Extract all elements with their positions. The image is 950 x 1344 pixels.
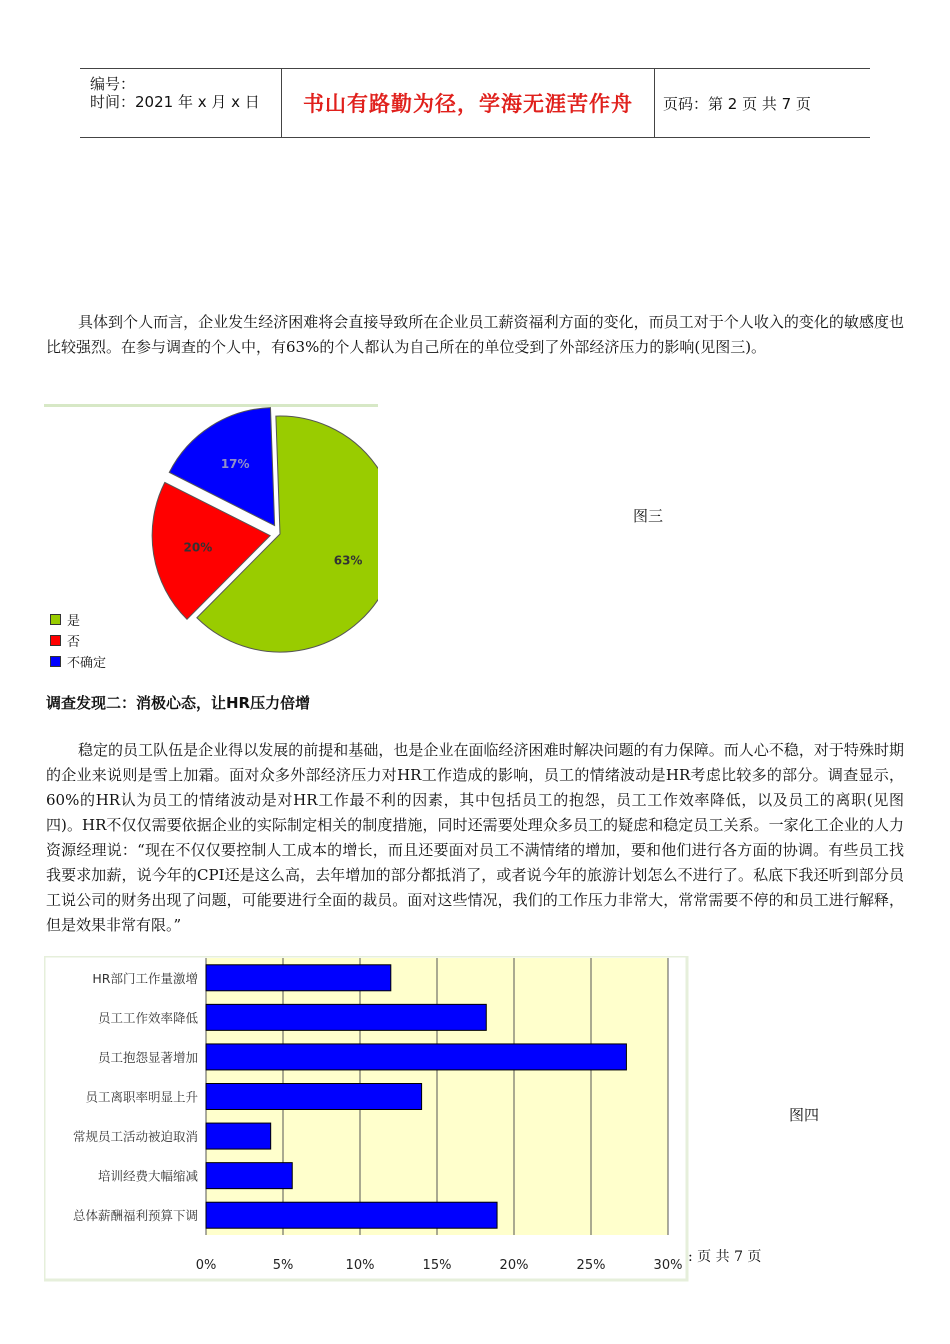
figure-3-label: 图三	[633, 507, 664, 525]
bar-4	[206, 1123, 271, 1149]
bar-chart	[44, 956, 690, 1282]
paragraph-1: 具体到个人而言，企业发生经济困难将会直接导致所在企业员工薪资福利方面的变化，而员工对于个人收入的变化的敏感度也比较强烈。在参与调查的个人中，有63%的个人都认为自己所在的单位受到了外部经济压力的影响(见图三)。	[46, 313, 904, 356]
bar-1	[206, 1004, 486, 1030]
pie-legend-item	[50, 651, 106, 672]
bar-3	[206, 1084, 422, 1110]
pie-legend	[50, 609, 106, 672]
bar-x-tick-label: 25%	[576, 1258, 606, 1273]
header-page-info: 页码：第 2 页 共 7 页	[663, 94, 811, 113]
bar-0	[206, 965, 391, 991]
pie-legend-item	[50, 609, 106, 630]
bar-x-tick-label: 15%	[422, 1258, 452, 1273]
header-motto: 书山有路勤为径，学海无涯苦作舟	[281, 69, 655, 137]
bar-category-label: 培训经费大幅缩减	[97, 1168, 198, 1184]
pie-value-label-1: 20%	[183, 540, 213, 555]
page-header	[80, 68, 870, 138]
bar-5	[206, 1163, 292, 1189]
bar-category-label: 员工抱怨显著增加	[97, 1049, 198, 1065]
header-meta	[80, 69, 280, 137]
bar-category-label: 员工离职率明显上升	[85, 1089, 198, 1105]
legend-swatch	[50, 635, 61, 646]
pie-value-label-2: 17%	[220, 456, 250, 471]
paragraph-2: 稳定的员工队伍是企业得以发展的前提和基础，也是企业在面临经济困难时解决问题的有力保障。而人心不稳，对于特殊时期的企业来说则是雪上加霜。面对众多外部经济压力对HR工作造成的影响，员工的情绪波动是HR考虑比较多的部分。调查显示，60%的HR认为员工的情绪波动是对HR工作最不利的因素，其中包括员工的抱怨，员工工作效率降低，以及员工的离职(见图四)。HR不仅仅需要依据企业的实际制定相关的制度措施，同时还需要处理众多员工的疑虑和稳定员工关系。一家化工企业的人力资源经理说：“现在不仅仅要控制人工成本的增长，而且还要面对员工不满情绪的增加，要和他们进行各方面的协调。有些员工找我要求加薪，说今年的CPI还是这么高，去年增加的部分都抵消了，或者说今年的旅游计划怎么不进行了。私底下我还听到部分员工说公司的财务出现了问题，可能要进行全面的裁员。面对这些情况，我们的工作压力非常大，常常需要不停的和员工进行解释，但是效果非常有限。”	[46, 741, 904, 934]
bar-category-label: 总体薪酬福利预算下调	[72, 1208, 198, 1224]
bar-x-tick-label: 0%	[195, 1258, 217, 1273]
legend-label: 是	[67, 614, 81, 629]
bar-x-tick-label: 10%	[345, 1258, 375, 1273]
legend-swatch	[50, 614, 61, 625]
pie-chart	[44, 404, 378, 672]
pie-value-label-0: 63%	[333, 553, 363, 568]
bar-category-label: 员工工作效率降低	[97, 1010, 198, 1026]
figure-4-label: 图四	[789, 1106, 820, 1124]
bar-x-tick-label: 30%	[653, 1258, 683, 1273]
bar-category-label: 常规员工活动被迫取消	[72, 1129, 198, 1145]
section-heading: 调查发现二：消极心态，让HR压力倍增	[46, 694, 311, 712]
header-time-label: 时间：2021 年 x 月 x 日	[90, 93, 260, 111]
bar-x-tick-label: 20%	[499, 1258, 529, 1273]
legend-label: 否	[67, 635, 81, 650]
bar-x-tick-label: 5%	[272, 1258, 294, 1273]
pie-legend-item	[50, 630, 106, 651]
legend-label: 不确定	[67, 656, 107, 671]
legend-swatch	[50, 656, 61, 667]
bar-chart-svg	[44, 956, 690, 1282]
footer-page-fragment: : 页 共 7 页	[688, 1249, 762, 1265]
bar-6	[206, 1202, 497, 1228]
bar-2	[206, 1044, 626, 1070]
header-code-label: 编号：	[90, 75, 136, 93]
bar-category-label: HR部门工作量激增	[92, 970, 198, 986]
